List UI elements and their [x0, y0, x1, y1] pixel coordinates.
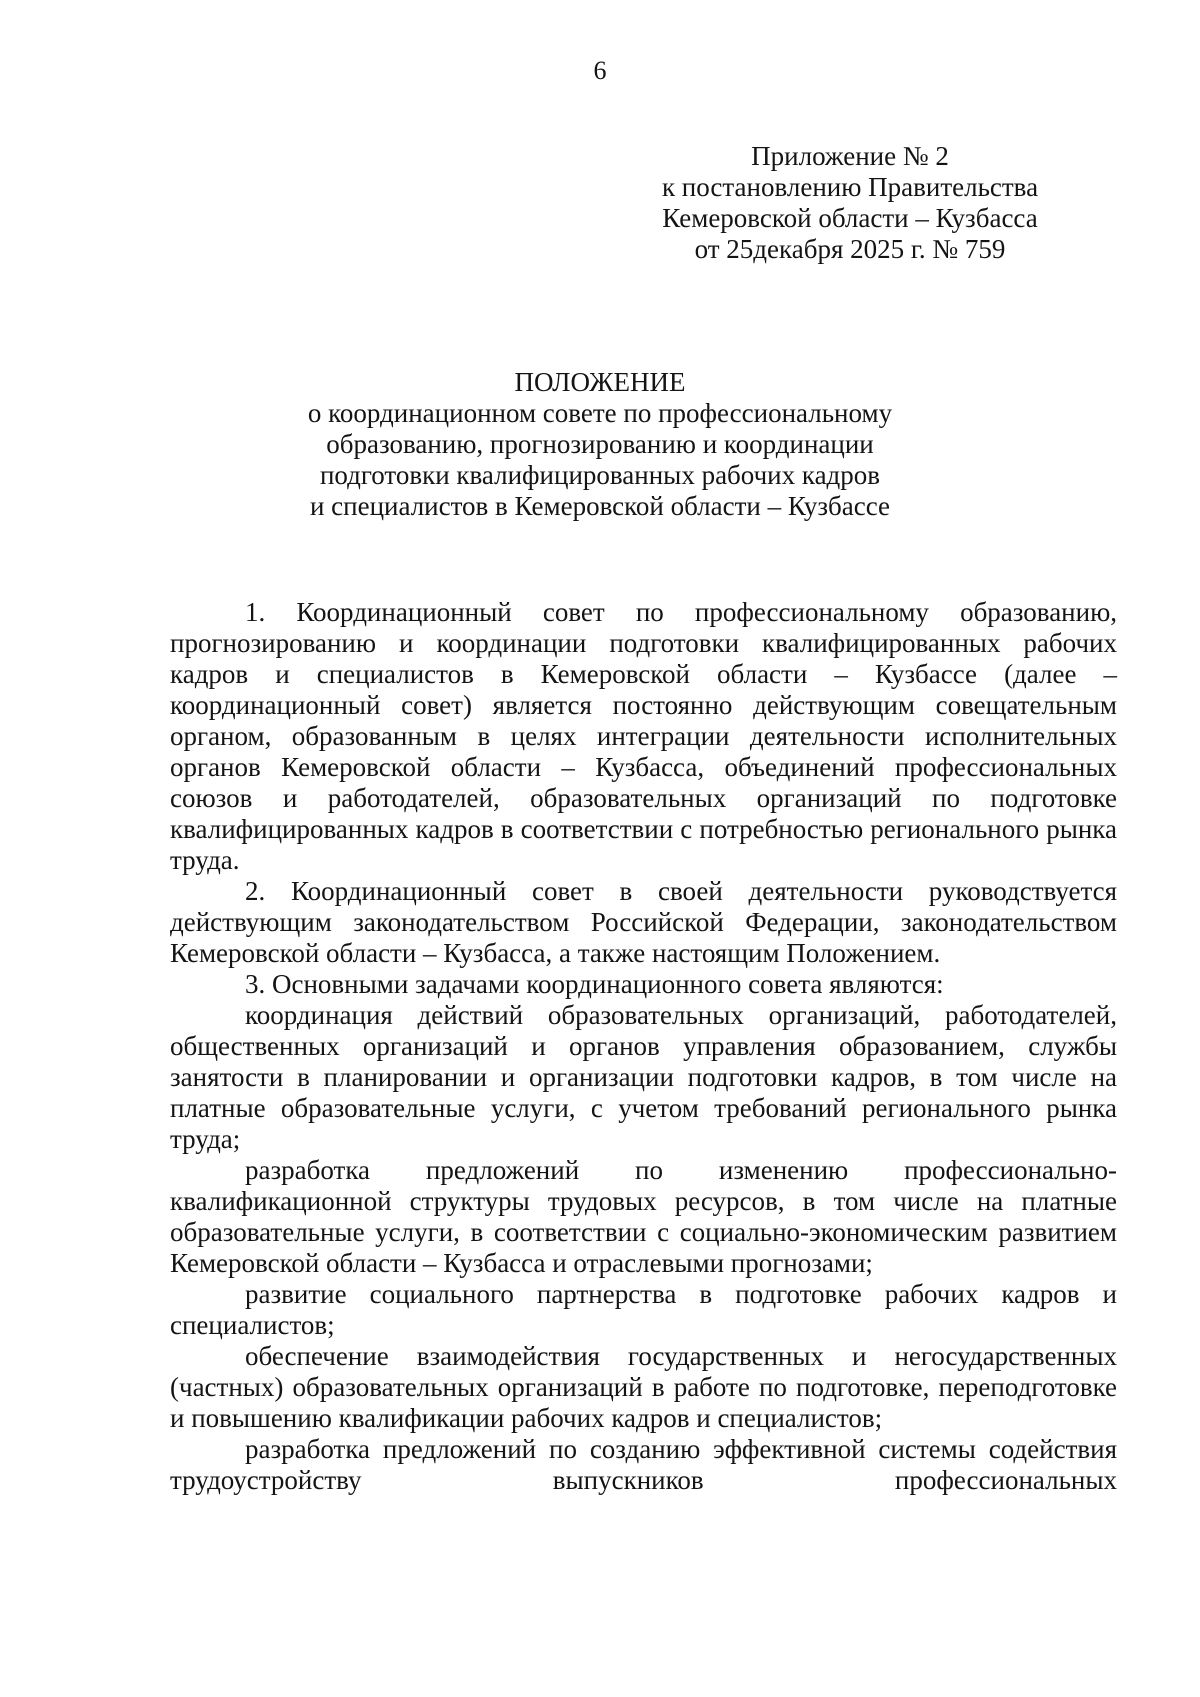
paragraph-1: 1. Координационный совет по профессиональному образованию, прогнозированию и координации подготовки квалифицированных рабочих кадров и специалистов в Кемеровской области – Кузбассе (далее – координационный совет) является постоянно действующим совещательным органом, образованным в целях интеграции деятельности исполнительных органов Кемеровской области – Кузбасса, объединений профессиональных союзов и работодателей, образовательных организаций по подготовке квалифицированных кадров в соответствии с потребностью регионального рынка труда. [170, 597, 1117, 875]
paragraph-3: 3. Основными задачами координационного совета являются: [245, 969, 944, 999]
title-heading: ПОЛОЖЕНИЕ [514, 367, 686, 397]
appendix-line: от 25декабря 2025 г. № 759 [694, 234, 1006, 264]
task-item: разработка предложений по созданию эффективной системы содействия трудоустройству выпускников профессиональных [170, 1434, 1117, 1495]
title-line: и специалистов в Кемеровской области – Кузбассе [309, 491, 891, 521]
task-item: развитие социального партнерства в подготовке рабочих кадров и специалистов; [170, 1279, 1117, 1340]
page-number: 6 [593, 56, 607, 85]
title-line: образованию, прогнозированию и координации [326, 429, 874, 459]
document-body [170, 597, 1117, 1496]
title-line: о координационном совете по профессиональному [307, 398, 893, 428]
appendix-line: Кемеровской области – Кузбасса [662, 203, 1038, 233]
paragraph-2: 2. Координационный совет в своей деятельности руководствуется действующим законодательством Российской Федерации, законодательством Кемеровской области – Кузбасса, а также настоящим Положением. [170, 876, 1117, 968]
task-item: обеспечение взаимодействия государственных и негосударственных (частных) образовательных организаций в работе по подготовке, переподготовке и повышению квалификации рабочих кадров и специалистов; [170, 1341, 1117, 1433]
appendix-line: Приложение № 2 [751, 141, 949, 171]
document-title [0, 367, 1200, 522]
appendix-line: к постановлению Правительства [661, 172, 1039, 202]
task-item: координация действий образовательных организаций, работодателей, общественных организаций и органов управления образованием, службы занятости в планировании и организации подготовки кадров, в том числе на платные образовательные услуги, с учетом требований регионального рынка труда; [170, 1000, 1117, 1154]
appendix-header [600, 141, 1100, 265]
title-line: подготовки квалифицированных рабочих кадров [319, 460, 881, 490]
task-item: разработка предложений по изменению профессионально-квалификационной структуры трудовых ресурсов, в том числе на платные образовательные услуги, в соответствии с социально-экономическим развитием Кемеровской области – Кузбасса и отраслевыми прогнозами; [170, 1155, 1117, 1278]
